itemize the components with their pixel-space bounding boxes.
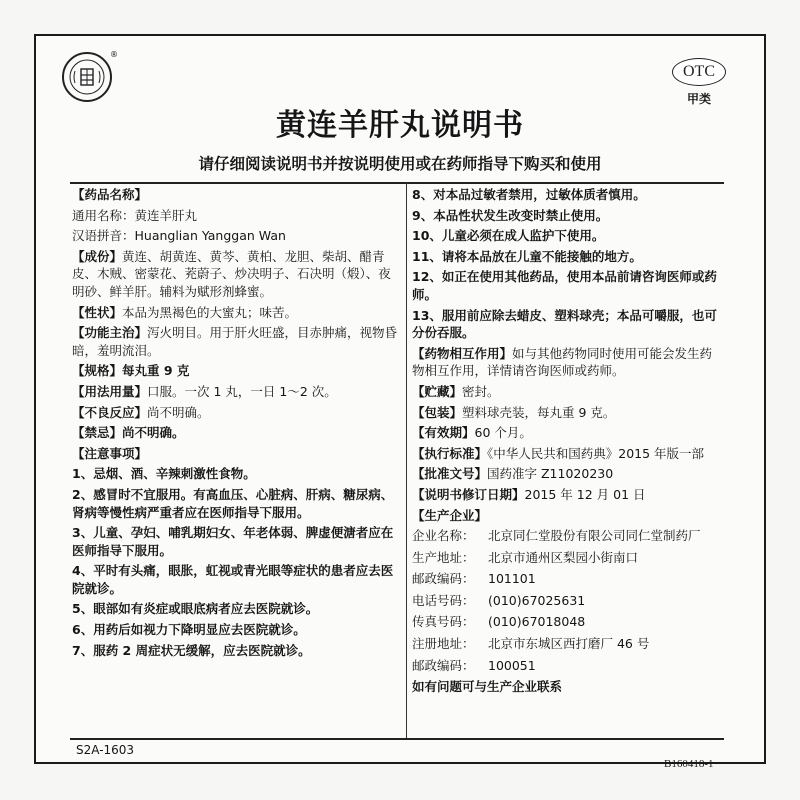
pinyin-name: 汉语拼音：Huanglian Yanggan Wan [72,228,286,244]
standard-section: 【执行标准】《中华人民共和国药典》2015 年版一部 [412,445,705,461]
precaution-item: 11、请将本品放在儿童不能接触的地方。 [412,248,642,264]
manufacturer-row: 邮政编码： 101101 [412,571,536,587]
precaution-item: 3、儿童、孕妇、哺乳期妇女、年老体弱、脾虚便溏者应在医师指导下服用。 [72,525,394,558]
dosage-section: 【用法用量】口服。一次 1 丸，一日 1～2 次。 [72,383,337,399]
ingredients-section: 【成份】黄连、胡黄连、黄芩、黄柏、龙胆、柴胡、醋青皮、木贼、密蒙花、茺蔚子、炒决明子、石决明（煅）、夜明砂、鲜羊肝。辅料为赋形剂蜂蜜。 [72,248,391,299]
registered-mark: ® [110,50,118,59]
contraindication-section: 【禁忌】尚不明确。 [72,425,185,441]
precaution-item: 1、忌烟、酒、辛辣刺激性食物。 [72,466,256,482]
appearance-section: 【性状】本品为黑褐色的大蜜丸；味苦。 [72,304,298,320]
precaution-item: 4、平时有头痛，眼胀，虹视或青光眼等症状的患者应去医院就诊。 [72,563,394,596]
contact-note: 如有问题可与生产企业联系 [412,679,563,695]
precaution-item: 8、对本品过敏者禁用，过敏体质者慎用。 [412,187,646,202]
column-divider [406,182,407,738]
right-column [412,186,724,699]
manufacturer-row: 企业名称： 北京同仁堂股份有限公司同仁堂制药厂 [412,528,701,544]
print-code-left: S2A-1603 [76,743,135,757]
precaution-item: 7、服药 2 周症状无缓解，应去医院就诊。 [72,642,311,658]
manufacturer-row: 电话号码： (010)67025631 [412,592,586,608]
storage-section: 【贮藏】密封。 [412,383,500,399]
tongrentang-seal-icon [67,57,107,97]
approval-section: 【批准文号】国药准字 Z11020230 [412,466,614,482]
generic-name: 通用名称：黄连羊肝丸 [72,207,198,223]
manufacturer-heading: 【生产企业】 [412,507,488,523]
interactions-section: 【药物相互作用】如与其他药物同时使用可能会发生药物相互作用，详情请咨询医师或药师。 [412,345,713,379]
revision-section: 【说明书修订日期】2015 年 12 月 01 日 [412,486,646,502]
precaution-item: 2、感冒时不宜服用。有高血压、心脏病、肝病、糖尿病、肾病等慢性病严重者应在医师指导下服用。 [72,486,394,520]
precaution-item: 5、眼部如有炎症或眼底病者应去医院就诊。 [72,601,319,617]
precautions-heading: 【注意事项】 [72,445,148,461]
manufacturer-row: 传真号码： (010)67018048 [412,614,586,630]
manufacturer-row: 邮政编码： 100051 [412,657,536,673]
brand-logo [62,52,112,102]
leaflet-subtitle: 请仔细阅读说明书并按说明使用或在药师指导下购买和使用 [198,155,602,173]
precaution-item: 12、如正在使用其他药品，使用本品前请咨询医师或药师。 [412,269,717,302]
print-code-right: B160418-1 [664,758,714,770]
indications-section: 【功能主治】泻火明目。用于肝火旺盛，目赤肿痛，视物昏暗，羞明流泪。 [72,325,398,358]
precaution-item: 6、用药后如视力下降明显应去医院就诊。 [72,622,306,638]
precaution-item: 13、服用前应除去蜡皮、塑料球壳；本品可嚼服，也可分份吞服。 [412,307,717,341]
adverse-section: 【不良反应】尚不明确。 [72,404,210,420]
manufacturer-row: 注册地址： 北京市东城区西打磨厂 46 号 [412,636,650,652]
leaflet-title: 黄连羊肝丸说明书 [276,108,524,143]
bottom-rule [70,738,724,740]
validity-section: 【有效期】60 个月。 [412,425,532,441]
spec-section: 【规格】每丸重 9 克 [72,363,190,379]
precaution-item: 9、本品性状发生改变时禁止使用。 [412,207,609,223]
precaution-item: 10、儿童必须在成人监护下使用。 [412,228,605,244]
otc-label: OTC [683,63,715,80]
left-column [72,186,400,662]
manufacturer-row: 生产地址： 北京市通州区梨园小街南口 [412,549,639,565]
otc-class: 甲类 [686,92,711,106]
top-rule [70,182,724,184]
drug-name-heading: 【药品名称】 [72,187,148,202]
package-section: 【包装】塑料球壳装，每丸重 9 克。 [412,404,616,420]
